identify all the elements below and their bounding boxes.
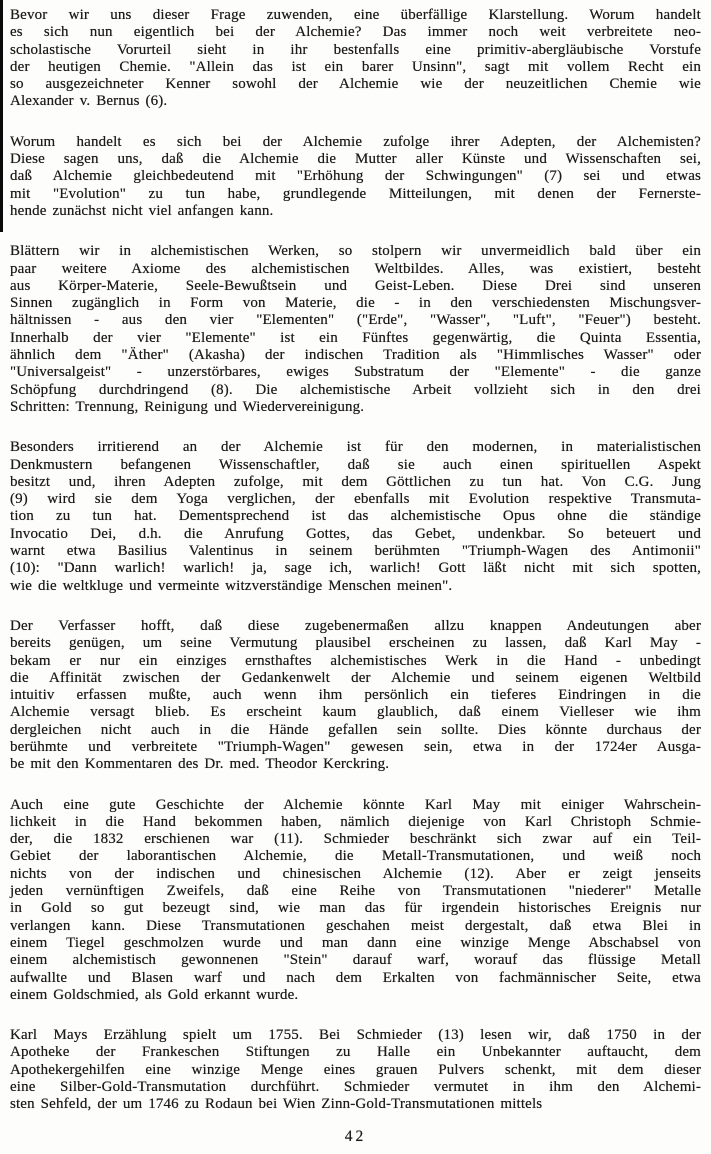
- text-line: paar weitere Axiome des alchemistischen Weltbildes. Alles, was existiert, besteht: [10, 260, 701, 277]
- text-line: Karl Mays Erzählung spielt um 1755. Bei Schmieder (13) lesen wir, daß 1750 in der: [10, 1027, 701, 1044]
- text-line: Denkmustern befangenen Wissenschaftler, daß sie auch einen spirituellen Aspekt: [10, 456, 701, 473]
- text-line: die Affinität zwischen der Gedankenwelt der Alchemie und seinem eigenen Weltbild: [10, 669, 701, 686]
- text-line: hende zunächst nicht viel anfangen kann.: [10, 202, 274, 219]
- text-line: in Gold so gut bezeugt sind, wie man das für irgendein historisches Ereignis nur: [10, 900, 701, 917]
- text-line: Blättern wir in alchemistischen Werken, so stolpern wir unvermeidlich bald über ein: [10, 243, 701, 260]
- paragraph: [10, 618, 701, 774]
- text-line: Worum handelt es sich bei der Alchemie zufolge ihrer Adepten, der Alchemisten?: [10, 133, 701, 150]
- text-line: warnt etwa Basilius Valentinus in seinem berühmten "Triumph-Wagen des Antimonii": [10, 543, 701, 560]
- text-line: jeden vernünftigen Zweifels, daß eine Reihe von Transmutationen "niederer" Metalle: [10, 883, 701, 900]
- text-block: [10, 7, 701, 1114]
- scan-artifact-line: [0, 0, 3, 232]
- paragraph: [10, 439, 701, 595]
- paragraph: [10, 797, 701, 1005]
- paragraph: [10, 243, 701, 416]
- text-line: dergleichen nicht auch in die Hände gefallen sein sollte. Dies könnte durchaus der: [10, 721, 701, 738]
- text-line: berühmte und verbreitete "Triumph-Wagen" gewesen sein, etwa in der 1724er Ausga-: [10, 738, 701, 755]
- text-line: Apothekergehilfen eine winzige Menge eines grauen Pulvers schenkt, mit dem dieser: [10, 1061, 701, 1078]
- text-line: sten Sehfeld, der um 1746 zu Rodaun bei Wien Zinn-Gold-Transmutationen mittels: [10, 1096, 543, 1113]
- text-line: Alchemie versagt blieb. Es erscheint kaum glaublich, daß einem Vielleser wie ihm: [10, 704, 701, 721]
- text-line: bereits genügen, um seine Vermutung plausibel erscheinen zu lassen, daß Karl May -: [10, 635, 701, 652]
- text-line: scholastische Vorurteil sieht in ihr bestenfalls eine primitiv-abergläubische Vorstufe: [10, 41, 701, 58]
- text-line: aufwallte und Blasen warf und nach dem Erkalten von fachmännischer Seite, etwa: [10, 969, 701, 986]
- text-line: ähnlich dem "Äther" (Akasha) der indischen Tradition als "Himmlisches Wasser" oder: [10, 347, 701, 364]
- text-line: Der Verfasser hofft, daß diese zugebenermaßen allzu knappen Andeutungen aber: [10, 617, 701, 634]
- text-line: Schöpfung durchdringend (8). Die alchemistische Arbeit vollzieht sich in den drei: [10, 381, 701, 398]
- text-line: Besonders irritierend an der Alchemie ist für den modernen, in materialistischen: [10, 439, 701, 456]
- text-line: Gebiet der laborantischen Alchemie, die Metall-Transmutationen, und weiß noch: [10, 848, 701, 865]
- paragraph: [10, 1027, 701, 1113]
- text-line: Apotheke der Frankeschen Stiftungen zu Halle ein Unbekannter auftaucht, dem: [10, 1044, 701, 1061]
- text-line: einem Tiegel geschmolzen wurde und man dann eine winzige Menge Abschabsel von: [10, 934, 701, 951]
- text-line: hältnissen - aus den vier "Elementen" ("Erde", "Wasser", "Luft", "Feuer") besteht.: [10, 312, 701, 329]
- text-line: so ausgezeichneter Kenner sowohl der Alchemie wie der neuzeitlichen Chemie wie: [10, 76, 701, 93]
- text-line: be mit den Kommentaren des Dr. med. Theodor Kerckring.: [10, 756, 390, 773]
- text-line: wie die weltkluge und vermeinte witzverständige Menschen meinen".: [10, 577, 453, 594]
- text-line: mit "Evolution" zu tun habe, grundlegende Mitteilungen, mit denen der Fernerste-: [10, 185, 701, 202]
- text-line: Innerhalb der vier "Elemente" ist ein Fünftes gegenwärtig, die Quinta Essentia,: [10, 329, 701, 346]
- text-line: intuitiv erfassen mußte, auch wenn ihm persönlich ein tieferes Eindringen in die: [10, 687, 701, 704]
- text-line: aus Körper-Materie, Seele-Bewußtsein und Geist-Leben. Diese Drei sind unseren: [10, 277, 701, 294]
- text-line: der, die 1832 erschienen war (11). Schmieder beschränkt sich zwar auf ein Teil-: [10, 831, 701, 848]
- text-line: der heutigen Chemie. "Allein das ist ein barer Unsinn", sagt mit vollem Recht ein: [10, 58, 701, 75]
- text-line: eine Silber-Gold-Transmutation durchführt. Schmieder vermutet in ihm den Alchemi-: [10, 1079, 701, 1096]
- text-line: Diese sagen uns, daß die Alchemie die Mutter aller Künste und Wissenschaften sei,: [10, 151, 701, 168]
- text-line: Bevor wir uns dieser Frage zuwenden, eine überfällige Klarstellung. Worum handelt: [10, 7, 701, 23]
- text-line: "Universalgeist" - unzerstörbares, ewiges Substratum der "Elemente" - die ganze: [10, 364, 701, 381]
- paragraph: [10, 134, 701, 220]
- text-line: lichkeit in die Hand bekommen haben, nämlich diejenige von Karl Christoph Schmie-: [10, 813, 701, 830]
- text-line: Schritten: Trennung, Reinigung und Wiedervereinigung.: [10, 398, 365, 415]
- text-line: nichts von der indischen und chinesischen Alchemie (12). Aber er zeigt jenseits: [10, 865, 701, 882]
- text-line: daß Alchemie gleichbedeutend mit "Erhöhung der Schwingungen" (7) sei und etwas: [10, 168, 701, 185]
- text-line: verlangen kann. Diese Transmutationen geschahen meist dergestalt, daß etwa Blei in: [10, 917, 701, 934]
- text-line: Invocatio Dei, d.h. die Anrufung Gottes, das Gebet, undenkbar. So beteuert und: [10, 525, 701, 542]
- text-line: besitzt und, ihren Adepten zufolge, mit dem Göttlichen zu tun hat. Von C.G. Jung: [10, 473, 701, 490]
- text-line: einem alchemistisch gewonnenen "Stein" darauf warf, worauf das flüssige Metall: [10, 952, 701, 969]
- text-line: es sich nun eigentlich bei der Alchemie? Das immer noch weit verbreitete neo-: [10, 24, 701, 41]
- text-line: Alexander v. Bernus (6).: [10, 93, 168, 110]
- text-line: (9) wird sie dem Yoga verglichen, der ebenfalls mit Evolution respektive Transmuta-: [10, 491, 701, 508]
- text-line: tion zu tun hat. Dementsprechend ist das alchemistische Opus ohne die ständige: [10, 508, 701, 525]
- text-line: Sinnen zugänglich in Form von Materie, die - in den verschiedensten Mischungsver-: [10, 295, 701, 312]
- paragraph: [10, 7, 701, 111]
- text-line: (10): "Dann warlich! warlich! ja, sage ich, warlich! Gott läßt nicht mit sich spotten,: [10, 560, 701, 577]
- text-line: Auch eine gute Geschichte der Alchemie könnte Karl May mit einiger Wahrschein-: [10, 796, 701, 813]
- page-number: 42: [344, 1128, 367, 1145]
- text-line: einem Goldschmied, als Gold erkannt wurde.: [10, 986, 299, 1003]
- text-line: bekam er nur ein einziges ernsthaftes alchemistisches Werk in die Hand - unbedingt: [10, 652, 701, 669]
